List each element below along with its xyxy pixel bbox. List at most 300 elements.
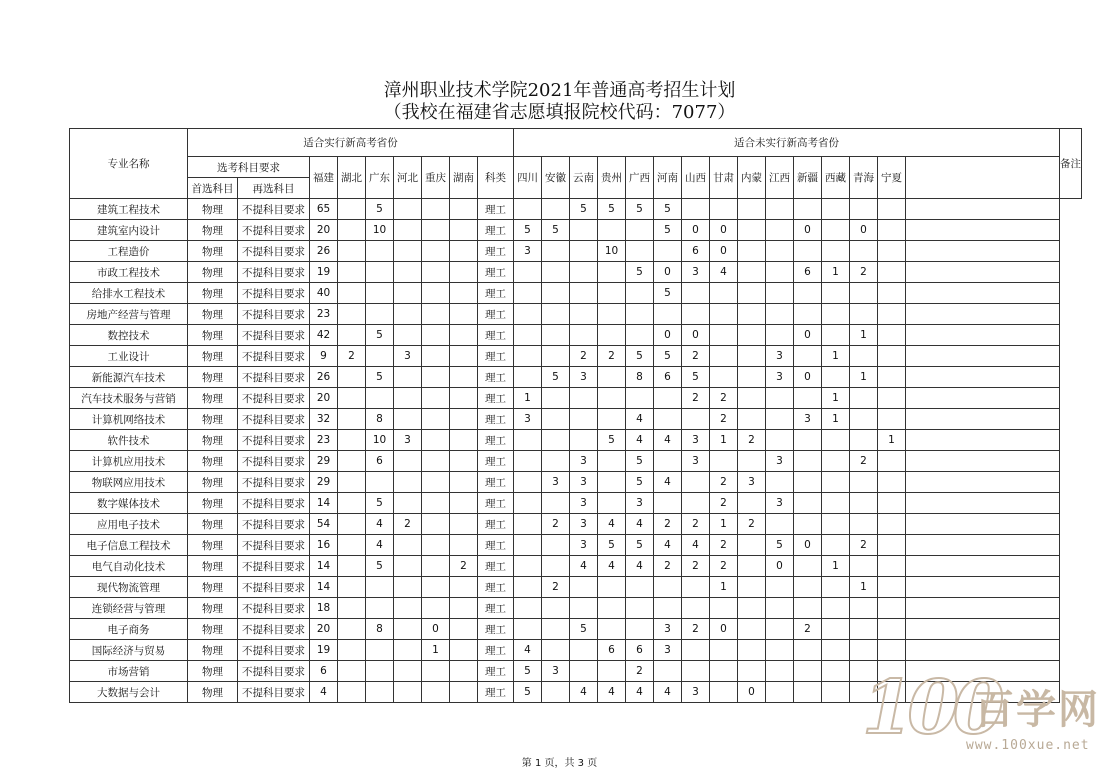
remark <box>906 493 1060 514</box>
category: 理工 <box>478 304 514 325</box>
old-province-quota: 1 <box>822 556 850 577</box>
major-name: 新能源汽车技术 <box>70 367 188 388</box>
old-province-quota <box>710 304 738 325</box>
second-subject: 不提科目要求 <box>238 493 310 514</box>
old-province-quota: 4 <box>626 556 654 577</box>
old-province-quota <box>794 598 822 619</box>
old-province-quota <box>878 598 906 619</box>
old-province-quota: 6 <box>682 241 710 262</box>
old-province-quota <box>626 283 654 304</box>
first-subject: 物理 <box>188 409 238 430</box>
old-province-quota <box>794 430 822 451</box>
old-province-quota <box>570 388 598 409</box>
new-province-quota <box>422 514 450 535</box>
header-old-province: 安徽 <box>542 157 570 199</box>
old-province-quota: 2 <box>682 619 710 640</box>
new-province-quota <box>422 283 450 304</box>
remark <box>906 367 1060 388</box>
new-province-quota: 32 <box>310 409 338 430</box>
remark <box>906 514 1060 535</box>
new-province-quota <box>338 304 366 325</box>
old-province-quota <box>570 241 598 262</box>
first-subject: 物理 <box>188 472 238 493</box>
old-province-quota <box>766 388 794 409</box>
new-province-quota: 6 <box>310 661 338 682</box>
new-province-quota <box>450 619 478 640</box>
old-province-quota: 3 <box>514 241 542 262</box>
category: 理工 <box>478 640 514 661</box>
old-province-quota: 4 <box>598 514 626 535</box>
header-old-province: 云南 <box>570 157 598 199</box>
new-province-quota <box>394 325 422 346</box>
watermark-url: www.100xue.net <box>966 738 1090 753</box>
old-province-quota: 4 <box>654 682 682 703</box>
old-province-quota <box>654 241 682 262</box>
remark <box>906 262 1060 283</box>
old-province-quota <box>682 661 710 682</box>
new-province-quota: 2 <box>338 346 366 367</box>
old-province-quota <box>850 199 878 220</box>
old-province-quota <box>570 577 598 598</box>
new-province-quota <box>366 598 394 619</box>
old-province-quota <box>822 619 850 640</box>
old-province-quota <box>514 556 542 577</box>
old-province-quota: 1 <box>850 325 878 346</box>
old-province-quota: 1 <box>822 262 850 283</box>
old-province-quota: 5 <box>542 220 570 241</box>
old-province-quota <box>542 451 570 472</box>
old-province-quota <box>822 325 850 346</box>
old-province-quota: 4 <box>710 262 738 283</box>
old-province-quota: 0 <box>710 220 738 241</box>
new-province-quota <box>338 472 366 493</box>
old-province-quota <box>542 640 570 661</box>
old-province-quota <box>766 220 794 241</box>
new-province-quota <box>394 220 422 241</box>
new-province-quota <box>394 619 422 640</box>
old-province-quota: 2 <box>654 556 682 577</box>
old-province-quota <box>822 451 850 472</box>
new-province-quota <box>422 199 450 220</box>
old-province-quota: 0 <box>794 535 822 556</box>
old-province-quota: 5 <box>598 199 626 220</box>
new-province-quota: 14 <box>310 556 338 577</box>
old-province-quota <box>822 514 850 535</box>
remark <box>906 220 1060 241</box>
old-province-quota: 3 <box>682 682 710 703</box>
new-province-quota <box>394 451 422 472</box>
new-province-quota: 42 <box>310 325 338 346</box>
new-province-quota: 40 <box>310 283 338 304</box>
header-second-subject: 再选科目 <box>238 178 310 199</box>
new-province-quota <box>450 241 478 262</box>
new-province-quota <box>394 493 422 514</box>
old-province-quota <box>682 304 710 325</box>
new-province-quota: 3 <box>394 430 422 451</box>
old-province-quota <box>794 493 822 514</box>
second-subject: 不提科目要求 <box>238 199 310 220</box>
old-province-quota <box>570 661 598 682</box>
new-province-quota <box>450 598 478 619</box>
major-name: 计算机应用技术 <box>70 451 188 472</box>
old-province-quota <box>514 283 542 304</box>
category: 理工 <box>478 367 514 388</box>
old-province-quota <box>542 304 570 325</box>
new-province-quota <box>394 241 422 262</box>
old-province-quota <box>682 472 710 493</box>
old-province-quota <box>738 619 766 640</box>
new-province-quota <box>450 325 478 346</box>
old-province-quota: 4 <box>654 472 682 493</box>
old-province-quota <box>878 472 906 493</box>
old-province-quota: 3 <box>682 451 710 472</box>
new-province-quota <box>450 220 478 241</box>
old-province-quota: 4 <box>570 556 598 577</box>
old-province-quota <box>514 493 542 514</box>
old-province-quota: 2 <box>626 661 654 682</box>
old-province-quota: 1 <box>822 388 850 409</box>
new-province-quota <box>394 598 422 619</box>
new-province-quota <box>366 304 394 325</box>
category: 理工 <box>478 556 514 577</box>
new-province-quota <box>338 451 366 472</box>
old-province-quota: 3 <box>654 619 682 640</box>
old-province-quota: 3 <box>766 451 794 472</box>
old-province-quota: 3 <box>542 661 570 682</box>
table-row <box>70 262 1082 283</box>
new-province-quota: 1 <box>422 640 450 661</box>
old-province-quota <box>542 598 570 619</box>
old-province-quota: 5 <box>542 367 570 388</box>
new-province-quota: 19 <box>310 262 338 283</box>
new-province-quota <box>422 388 450 409</box>
old-province-quota <box>542 262 570 283</box>
old-province-quota <box>570 640 598 661</box>
old-province-quota <box>822 241 850 262</box>
old-province-quota <box>598 304 626 325</box>
new-province-quota <box>450 493 478 514</box>
category: 理工 <box>478 598 514 619</box>
old-province-quota <box>878 493 906 514</box>
new-province-quota: 29 <box>310 472 338 493</box>
new-province-quota <box>366 283 394 304</box>
category: 理工 <box>478 220 514 241</box>
new-province-quota <box>422 577 450 598</box>
new-province-quota <box>338 535 366 556</box>
old-province-quota <box>598 325 626 346</box>
new-province-quota <box>338 640 366 661</box>
new-province-quota <box>394 283 422 304</box>
old-province-quota: 2 <box>570 346 598 367</box>
old-province-quota <box>710 682 738 703</box>
new-province-quota: 20 <box>310 619 338 640</box>
old-province-quota: 5 <box>598 430 626 451</box>
old-province-quota: 1 <box>850 577 878 598</box>
table-row <box>70 535 1082 556</box>
table-row <box>70 577 1082 598</box>
first-subject: 物理 <box>188 682 238 703</box>
old-province-quota <box>542 535 570 556</box>
old-province-quota <box>850 640 878 661</box>
old-province-quota: 4 <box>682 535 710 556</box>
header-old-province: 新疆 <box>794 157 822 199</box>
new-province-quota: 14 <box>310 577 338 598</box>
category: 理工 <box>478 577 514 598</box>
new-province-quota <box>422 220 450 241</box>
old-province-quota <box>654 577 682 598</box>
old-province-quota: 2 <box>710 556 738 577</box>
header-new-province: 重庆 <box>422 157 450 199</box>
new-province-quota: 5 <box>366 493 394 514</box>
first-subject: 物理 <box>188 304 238 325</box>
old-province-quota <box>878 640 906 661</box>
new-province-quota <box>394 556 422 577</box>
old-province-quota <box>570 598 598 619</box>
old-province-quota: 2 <box>542 514 570 535</box>
old-province-quota <box>514 199 542 220</box>
remark <box>906 325 1060 346</box>
old-province-quota <box>514 430 542 451</box>
major-name: 建筑室内设计 <box>70 220 188 241</box>
new-province-quota <box>394 199 422 220</box>
second-subject: 不提科目要求 <box>238 430 310 451</box>
old-province-quota: 5 <box>514 220 542 241</box>
old-province-quota <box>598 577 626 598</box>
header-old-province: 山西 <box>682 157 710 199</box>
old-province-quota <box>570 283 598 304</box>
old-province-quota <box>878 514 906 535</box>
new-province-quota <box>422 472 450 493</box>
old-province-quota: 4 <box>626 514 654 535</box>
category: 理工 <box>478 241 514 262</box>
category: 理工 <box>478 388 514 409</box>
first-subject: 物理 <box>188 577 238 598</box>
new-province-quota <box>450 262 478 283</box>
first-subject: 物理 <box>188 661 238 682</box>
old-province-quota <box>514 535 542 556</box>
new-province-quota: 29 <box>310 451 338 472</box>
new-province-quota: 0 <box>422 619 450 640</box>
old-province-quota: 4 <box>626 409 654 430</box>
old-province-quota: 2 <box>738 430 766 451</box>
new-province-quota <box>338 493 366 514</box>
old-province-quota: 5 <box>626 346 654 367</box>
old-province-quota <box>542 325 570 346</box>
old-province-quota: 0 <box>766 556 794 577</box>
second-subject: 不提科目要求 <box>238 514 310 535</box>
title-line-1: 漳州职业技术学院2021年普通高考招生计划 <box>383 80 736 101</box>
new-province-quota <box>422 409 450 430</box>
old-province-quota: 3 <box>682 430 710 451</box>
header-old-province: 宁夏 <box>878 157 906 199</box>
header-new-province: 广东 <box>366 157 394 199</box>
table-row <box>70 430 1082 451</box>
old-province-quota: 0 <box>710 619 738 640</box>
new-province-quota <box>450 535 478 556</box>
major-name: 工业设计 <box>70 346 188 367</box>
first-subject: 物理 <box>188 493 238 514</box>
old-province-quota: 2 <box>710 472 738 493</box>
old-province-quota <box>822 535 850 556</box>
old-province-quota <box>626 598 654 619</box>
old-province-quota: 2 <box>710 493 738 514</box>
old-province-quota <box>766 241 794 262</box>
old-province-quota: 5 <box>654 220 682 241</box>
new-province-quota <box>338 220 366 241</box>
old-province-quota <box>710 367 738 388</box>
old-province-quota: 0 <box>794 220 822 241</box>
old-province-quota <box>738 325 766 346</box>
old-province-quota <box>794 283 822 304</box>
old-province-quota: 0 <box>794 325 822 346</box>
second-subject: 不提科目要求 <box>238 577 310 598</box>
new-province-quota <box>422 241 450 262</box>
second-subject: 不提科目要求 <box>238 346 310 367</box>
old-province-quota <box>850 409 878 430</box>
old-province-quota <box>738 493 766 514</box>
table-row <box>70 388 1082 409</box>
old-province-quota <box>514 514 542 535</box>
old-province-quota <box>738 598 766 619</box>
first-subject: 物理 <box>188 262 238 283</box>
header-old-province: 青海 <box>850 157 878 199</box>
old-province-quota: 2 <box>710 409 738 430</box>
old-province-quota <box>542 430 570 451</box>
second-subject: 不提科目要求 <box>238 325 310 346</box>
old-province-quota: 5 <box>570 619 598 640</box>
header-category: 科类 <box>478 157 514 199</box>
old-province-quota: 5 <box>570 199 598 220</box>
table-row <box>70 304 1082 325</box>
old-province-quota <box>710 325 738 346</box>
old-province-quota: 5 <box>598 535 626 556</box>
major-name: 物联网应用技术 <box>70 472 188 493</box>
old-province-quota <box>738 535 766 556</box>
major-name: 市场营销 <box>70 661 188 682</box>
old-province-quota: 5 <box>766 535 794 556</box>
new-province-quota: 14 <box>310 493 338 514</box>
remark <box>906 304 1060 325</box>
old-province-quota: 6 <box>654 367 682 388</box>
new-province-quota <box>338 325 366 346</box>
old-province-quota: 3 <box>766 367 794 388</box>
new-province-quota <box>450 640 478 661</box>
new-province-quota <box>338 661 366 682</box>
old-province-quota: 5 <box>626 451 654 472</box>
old-province-quota <box>738 262 766 283</box>
new-province-quota <box>450 367 478 388</box>
header-old-province: 江西 <box>766 157 794 199</box>
remark <box>906 577 1060 598</box>
old-province-quota <box>766 262 794 283</box>
old-province-quota: 4 <box>626 430 654 451</box>
category: 理工 <box>478 262 514 283</box>
new-province-quota <box>422 430 450 451</box>
old-province-quota <box>710 451 738 472</box>
old-province-quota: 2 <box>710 535 738 556</box>
old-province-quota <box>878 388 906 409</box>
old-province-quota <box>570 409 598 430</box>
old-province-quota: 3 <box>738 472 766 493</box>
first-subject: 物理 <box>188 367 238 388</box>
old-province-quota <box>850 514 878 535</box>
old-province-quota <box>682 493 710 514</box>
new-province-quota <box>366 262 394 283</box>
first-subject: 物理 <box>188 388 238 409</box>
old-province-quota <box>514 304 542 325</box>
old-province-quota: 2 <box>682 556 710 577</box>
new-province-quota <box>394 640 422 661</box>
old-province-quota: 3 <box>794 409 822 430</box>
table-row <box>70 220 1082 241</box>
old-province-quota: 3 <box>766 493 794 514</box>
new-province-quota: 26 <box>310 367 338 388</box>
old-province-quota <box>878 556 906 577</box>
second-subject: 不提科目要求 <box>238 598 310 619</box>
new-province-quota: 23 <box>310 304 338 325</box>
old-province-quota: 3 <box>570 451 598 472</box>
old-province-quota: 2 <box>542 577 570 598</box>
old-province-quota <box>822 577 850 598</box>
old-province-quota <box>822 472 850 493</box>
table-row <box>70 283 1082 304</box>
table-row <box>70 199 1082 220</box>
old-province-quota <box>570 220 598 241</box>
old-province-quota <box>738 451 766 472</box>
new-province-quota <box>366 472 394 493</box>
old-province-quota <box>850 304 878 325</box>
new-province-quota <box>338 367 366 388</box>
old-province-quota: 4 <box>654 535 682 556</box>
old-province-quota <box>710 598 738 619</box>
old-province-quota <box>738 388 766 409</box>
old-province-quota: 4 <box>598 556 626 577</box>
old-province-quota <box>794 556 822 577</box>
old-province-quota <box>598 283 626 304</box>
title-line-2: （我校在福建省志愿填报院校代码：7077） <box>383 102 736 123</box>
new-province-quota <box>422 325 450 346</box>
second-subject: 不提科目要求 <box>238 367 310 388</box>
first-subject: 物理 <box>188 430 238 451</box>
old-province-quota <box>822 283 850 304</box>
header-new-province: 福建 <box>310 157 338 199</box>
old-province-quota: 0 <box>738 682 766 703</box>
old-province-quota <box>598 598 626 619</box>
second-subject: 不提科目要求 <box>238 451 310 472</box>
new-province-quota: 4 <box>366 514 394 535</box>
old-province-quota <box>598 262 626 283</box>
old-province-quota: 1 <box>710 577 738 598</box>
old-province-quota: 2 <box>850 535 878 556</box>
new-province-quota: 26 <box>310 241 338 262</box>
table-row <box>70 367 1082 388</box>
major-name: 应用电子技术 <box>70 514 188 535</box>
new-province-quota <box>394 472 422 493</box>
old-province-quota: 5 <box>514 682 542 703</box>
old-province-quota <box>738 199 766 220</box>
old-province-quota <box>738 220 766 241</box>
new-province-quota <box>422 661 450 682</box>
old-province-quota <box>654 304 682 325</box>
new-province-quota: 4 <box>366 535 394 556</box>
category: 理工 <box>478 682 514 703</box>
old-province-quota <box>766 640 794 661</box>
new-province-quota <box>450 451 478 472</box>
category: 理工 <box>478 346 514 367</box>
old-province-quota <box>626 577 654 598</box>
new-province-quota <box>422 262 450 283</box>
new-province-quota <box>422 682 450 703</box>
